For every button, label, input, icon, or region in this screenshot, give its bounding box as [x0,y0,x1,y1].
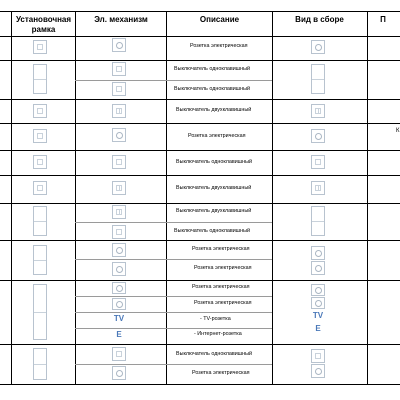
desc-label: Розетка электрическая [192,370,250,376]
frame-double-icon [33,206,47,236]
header-assembled: Вид в сборе [295,15,344,24]
frame-double-icon [33,245,47,275]
row-line [0,150,400,151]
frame-double-icon [33,64,47,94]
desc-label: Выключатель одноклавишный [176,159,252,165]
frame-quad-icon [33,284,47,340]
row-line [0,280,400,281]
frame-single-icon [33,129,47,143]
switch-single-icon [112,155,126,169]
switch-single-icon [112,347,126,361]
desc-label: Розетка электрическая [192,246,250,252]
desc-label: Розетка электрическая [192,284,250,290]
switch-single-icon [112,62,126,76]
ethernet-socket-icon: E [116,330,122,339]
row-line [0,344,400,345]
switch-double-icon [112,181,126,195]
row-line [0,99,400,100]
frame-single-icon [33,40,47,54]
assembled-single-switch-icon [311,349,325,363]
assembled-ethernet-icon: E [315,324,321,333]
assembled-socket-icon [311,40,325,54]
switch-single-icon [112,82,126,96]
frame-single-icon [33,155,47,169]
header-cut: П [380,15,386,24]
desc-label: Выключатель одноклавишный [174,228,250,234]
frame-single-icon [33,181,47,195]
socket-icon [112,282,126,294]
col-line [272,11,273,384]
subrow-line [75,259,272,260]
desc-label: Выключатель одноклавишный [176,351,252,357]
switch-single-icon [112,225,126,239]
assembled-socket-icon [311,284,325,296]
socket-icon [112,298,126,310]
row-line [0,11,400,12]
desc-label: Выключатель двухклавишный [176,208,252,214]
header-mechanism: Эл. механизм [94,15,148,24]
assembled-double-key-icon [311,104,325,118]
socket-icon [112,128,126,142]
desc-label: Розетка электрическая [190,43,248,49]
subrow-line [75,222,272,223]
desc-label: Розетка электрическая [188,133,246,139]
socket-icon [112,366,126,380]
assembled-socket-icon [311,129,325,143]
assembled-socket-icon [311,246,325,260]
row-line [0,123,400,124]
desc-label: Выключатель двухклавишный [176,185,252,191]
desc-label: Розетка электрическая [194,300,252,306]
desc-label: Выключатель одноклавишный [174,86,250,92]
subrow-line [75,80,272,81]
col-line [367,11,368,384]
side-label: К [396,128,400,134]
switch-double-icon [112,104,126,118]
desc-label: Розетка электрическая [194,265,252,271]
assembled-socket-icon [311,364,325,378]
assembled-switch-pair-icon [311,206,325,236]
header-frame: Установочная рамка [15,15,72,34]
desc-label: Выключатель двухклавишный [176,107,252,113]
col-line [11,11,12,384]
subrow-line [75,296,272,297]
frame-double-icon [33,348,47,380]
socket-icon [112,243,126,257]
row-line [0,175,400,176]
frame-single-icon [33,104,47,118]
row-line [0,240,400,241]
assembled-socket-icon [311,261,325,275]
row-line [0,384,400,385]
subrow-line [75,364,272,365]
assembled-double-switch-icon [311,64,325,94]
assembled-single-switch-icon [311,155,325,169]
socket-icon [112,38,126,52]
assembled-double-key-icon [311,181,325,195]
desc-label: - Интернет-розетка [194,331,242,337]
desc-label: Выключатель одноклавишный [174,66,250,72]
assembled-tv-icon: TV [312,311,324,320]
socket-icon [112,262,126,276]
assembled-socket-icon [311,297,325,309]
subrow-line [75,328,272,329]
row-line [0,203,400,204]
row-line [0,60,400,61]
subrow-line [75,312,272,313]
tv-socket-icon: TV [113,314,125,323]
header-description: Описание [199,15,240,24]
switch-double-icon [112,205,126,219]
row-line [0,36,400,37]
desc-label: - TV-розетка [200,316,231,322]
